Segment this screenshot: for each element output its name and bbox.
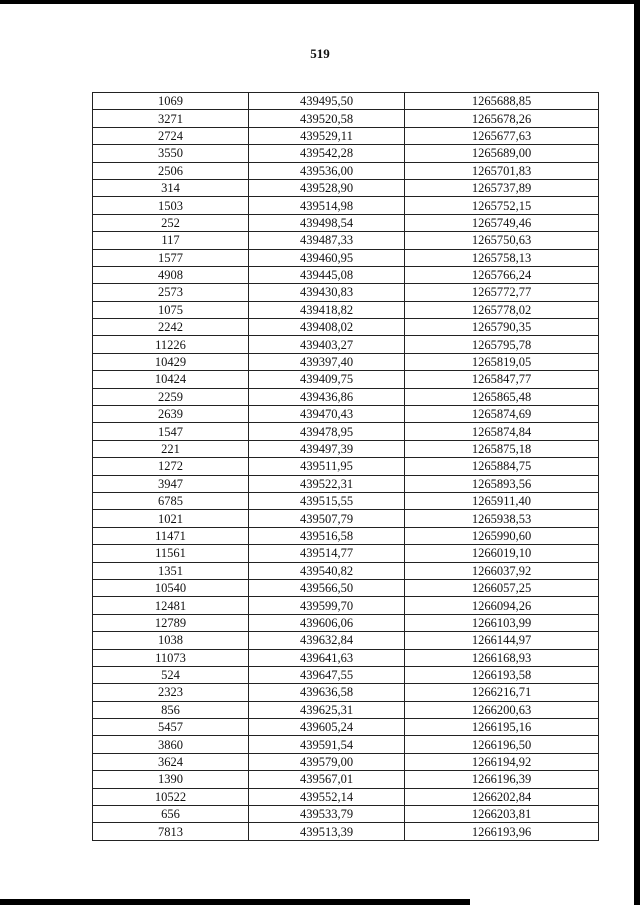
point-number-cell: 1075 [93,301,249,318]
point-number-cell: 2724 [93,127,249,144]
x-coordinate-cell: 439511,95 [249,458,405,475]
x-coordinate-cell: 439529,11 [249,127,405,144]
x-coordinate-cell: 439566,50 [249,579,405,596]
x-coordinate-cell: 439478,95 [249,423,405,440]
x-coordinate-cell: 439436,86 [249,388,405,405]
y-coordinate-cell: 1266196,50 [405,736,599,753]
scan-edge-right [634,0,640,905]
y-coordinate-cell: 1266193,96 [405,823,599,840]
x-coordinate-cell: 439605,24 [249,719,405,736]
table-row [93,162,599,179]
y-coordinate-cell: 1266168,93 [405,649,599,666]
y-coordinate-cell: 1265766,24 [405,266,599,283]
table-row [93,684,599,701]
y-coordinate-cell: 1265758,13 [405,249,599,266]
point-number-cell: 6785 [93,492,249,509]
x-coordinate-cell: 439520,58 [249,110,405,127]
x-coordinate-cell: 439403,27 [249,336,405,353]
x-coordinate-cell: 439567,01 [249,771,405,788]
table-row [93,127,599,144]
point-number-cell: 2573 [93,284,249,301]
y-coordinate-cell: 1265865,48 [405,388,599,405]
x-coordinate-cell: 439552,14 [249,788,405,805]
point-number-cell: 656 [93,806,249,823]
coordinates-table-container [92,92,598,841]
coordinates-table-body [93,93,599,841]
table-row [93,719,599,736]
y-coordinate-cell: 1265874,84 [405,423,599,440]
x-coordinate-cell: 439513,39 [249,823,405,840]
point-number-cell: 1021 [93,510,249,527]
point-number-cell: 2639 [93,406,249,423]
y-coordinate-cell: 1266195,16 [405,719,599,736]
table-row [93,371,599,388]
x-coordinate-cell: 439579,00 [249,753,405,770]
x-coordinate-cell: 439540,82 [249,562,405,579]
table-row [93,492,599,509]
x-coordinate-cell: 439397,40 [249,353,405,370]
point-number-cell: 3271 [93,110,249,127]
point-number-cell: 10522 [93,788,249,805]
point-number-cell: 3860 [93,736,249,753]
x-coordinate-cell: 439533,79 [249,806,405,823]
y-coordinate-cell: 1266202,84 [405,788,599,805]
x-coordinate-cell: 439470,43 [249,406,405,423]
y-coordinate-cell: 1265795,78 [405,336,599,353]
point-number-cell: 10424 [93,371,249,388]
y-coordinate-cell: 1265790,35 [405,319,599,336]
y-coordinate-cell: 1265893,56 [405,475,599,492]
table-row [93,232,599,249]
x-coordinate-cell: 439460,95 [249,249,405,266]
table-row [93,666,599,683]
table-row [93,284,599,301]
y-coordinate-cell: 1265990,60 [405,527,599,544]
x-coordinate-cell: 439445,08 [249,266,405,283]
y-coordinate-cell: 1266196,39 [405,771,599,788]
y-coordinate-cell: 1265678,26 [405,110,599,127]
y-coordinate-cell: 1265911,40 [405,492,599,509]
point-number-cell: 3624 [93,753,249,770]
point-number-cell: 2242 [93,319,249,336]
x-coordinate-cell: 439497,39 [249,440,405,457]
table-row [93,788,599,805]
point-number-cell: 1390 [93,771,249,788]
x-coordinate-cell: 439514,77 [249,545,405,562]
x-coordinate-cell: 439591,54 [249,736,405,753]
table-row [93,649,599,666]
point-number-cell: 11073 [93,649,249,666]
point-number-cell: 10429 [93,353,249,370]
table-row [93,440,599,457]
table-row [93,249,599,266]
scan-edge-top [0,0,640,4]
table-row [93,579,599,596]
x-coordinate-cell: 439632,84 [249,632,405,649]
table-row [93,475,599,492]
y-coordinate-cell: 1265874,69 [405,406,599,423]
y-coordinate-cell: 1265737,89 [405,179,599,196]
x-coordinate-cell: 439430,83 [249,284,405,301]
x-coordinate-cell: 439636,58 [249,684,405,701]
table-row [93,771,599,788]
table-row [93,632,599,649]
table-row [93,353,599,370]
point-number-cell: 1503 [93,197,249,214]
point-number-cell: 4908 [93,266,249,283]
point-number-cell: 11561 [93,545,249,562]
point-number-cell: 2323 [93,684,249,701]
x-coordinate-cell: 439625,31 [249,701,405,718]
point-number-cell: 1547 [93,423,249,440]
x-coordinate-cell: 439408,02 [249,319,405,336]
table-row [93,545,599,562]
table-row [93,214,599,231]
point-number-cell: 12789 [93,614,249,631]
y-coordinate-cell: 1266144,97 [405,632,599,649]
table-row [93,423,599,440]
point-number-cell: 314 [93,179,249,196]
x-coordinate-cell: 439536,00 [249,162,405,179]
x-coordinate-cell: 439515,55 [249,492,405,509]
point-number-cell: 1069 [93,93,249,110]
point-number-cell: 12481 [93,597,249,614]
table-row [93,110,599,127]
point-number-cell: 5457 [93,719,249,736]
table-row [93,597,599,614]
table-row [93,319,599,336]
scan-edge-bottom [0,899,470,905]
table-row [93,736,599,753]
y-coordinate-cell: 1266203,81 [405,806,599,823]
table-row [93,614,599,631]
x-coordinate-cell: 439418,82 [249,301,405,318]
x-coordinate-cell: 439528,90 [249,179,405,196]
table-row [93,93,599,110]
x-coordinate-cell: 439599,70 [249,597,405,614]
point-number-cell: 2259 [93,388,249,405]
table-row [93,823,599,840]
point-number-cell: 3947 [93,475,249,492]
table-row [93,145,599,162]
x-coordinate-cell: 439409,75 [249,371,405,388]
y-coordinate-cell: 1265884,75 [405,458,599,475]
point-number-cell: 11226 [93,336,249,353]
x-coordinate-cell: 439542,28 [249,145,405,162]
y-coordinate-cell: 1265772,77 [405,284,599,301]
y-coordinate-cell: 1266216,71 [405,684,599,701]
table-row [93,179,599,196]
y-coordinate-cell: 1265688,85 [405,93,599,110]
y-coordinate-cell: 1266037,92 [405,562,599,579]
x-coordinate-cell: 439514,98 [249,197,405,214]
y-coordinate-cell: 1265677,63 [405,127,599,144]
table-row [93,458,599,475]
y-coordinate-cell: 1266103,99 [405,614,599,631]
table-row [93,701,599,718]
page-number: 519 [310,46,330,61]
table-row [93,197,599,214]
table-row [93,806,599,823]
x-coordinate-cell: 439647,55 [249,666,405,683]
y-coordinate-cell: 1265847,77 [405,371,599,388]
y-coordinate-cell: 1266194,92 [405,753,599,770]
x-coordinate-cell: 439641,63 [249,649,405,666]
y-coordinate-cell: 1266057,25 [405,579,599,596]
point-number-cell: 1351 [93,562,249,579]
point-number-cell: 1272 [93,458,249,475]
y-coordinate-cell: 1265689,00 [405,145,599,162]
point-number-cell: 10540 [93,579,249,596]
point-number-cell: 117 [93,232,249,249]
x-coordinate-cell: 439487,33 [249,232,405,249]
y-coordinate-cell: 1266200,63 [405,701,599,718]
table-row [93,301,599,318]
x-coordinate-cell: 439516,58 [249,527,405,544]
table-row [93,527,599,544]
point-number-cell: 2506 [93,162,249,179]
coordinates-table [92,92,599,841]
x-coordinate-cell: 439498,54 [249,214,405,231]
point-number-cell: 11471 [93,527,249,544]
point-number-cell: 221 [93,440,249,457]
table-row [93,562,599,579]
table-row [93,388,599,405]
point-number-cell: 7813 [93,823,249,840]
y-coordinate-cell: 1266019,10 [405,545,599,562]
x-coordinate-cell: 439522,31 [249,475,405,492]
point-number-cell: 524 [93,666,249,683]
y-coordinate-cell: 1266193,58 [405,666,599,683]
table-row [93,336,599,353]
y-coordinate-cell: 1265778,02 [405,301,599,318]
point-number-cell: 856 [93,701,249,718]
y-coordinate-cell: 1265750,63 [405,232,599,249]
y-coordinate-cell: 1265819,05 [405,353,599,370]
table-row [93,406,599,423]
point-number-cell: 1577 [93,249,249,266]
y-coordinate-cell: 1265701,83 [405,162,599,179]
x-coordinate-cell: 439507,79 [249,510,405,527]
x-coordinate-cell: 439606,06 [249,614,405,631]
table-row [93,753,599,770]
point-number-cell: 3550 [93,145,249,162]
table-row [93,266,599,283]
y-coordinate-cell: 1266094,26 [405,597,599,614]
y-coordinate-cell: 1265875,18 [405,440,599,457]
point-number-cell: 252 [93,214,249,231]
y-coordinate-cell: 1265938,53 [405,510,599,527]
x-coordinate-cell: 439495,50 [249,93,405,110]
point-number-cell: 1038 [93,632,249,649]
y-coordinate-cell: 1265749,46 [405,214,599,231]
y-coordinate-cell: 1265752,15 [405,197,599,214]
table-row [93,510,599,527]
